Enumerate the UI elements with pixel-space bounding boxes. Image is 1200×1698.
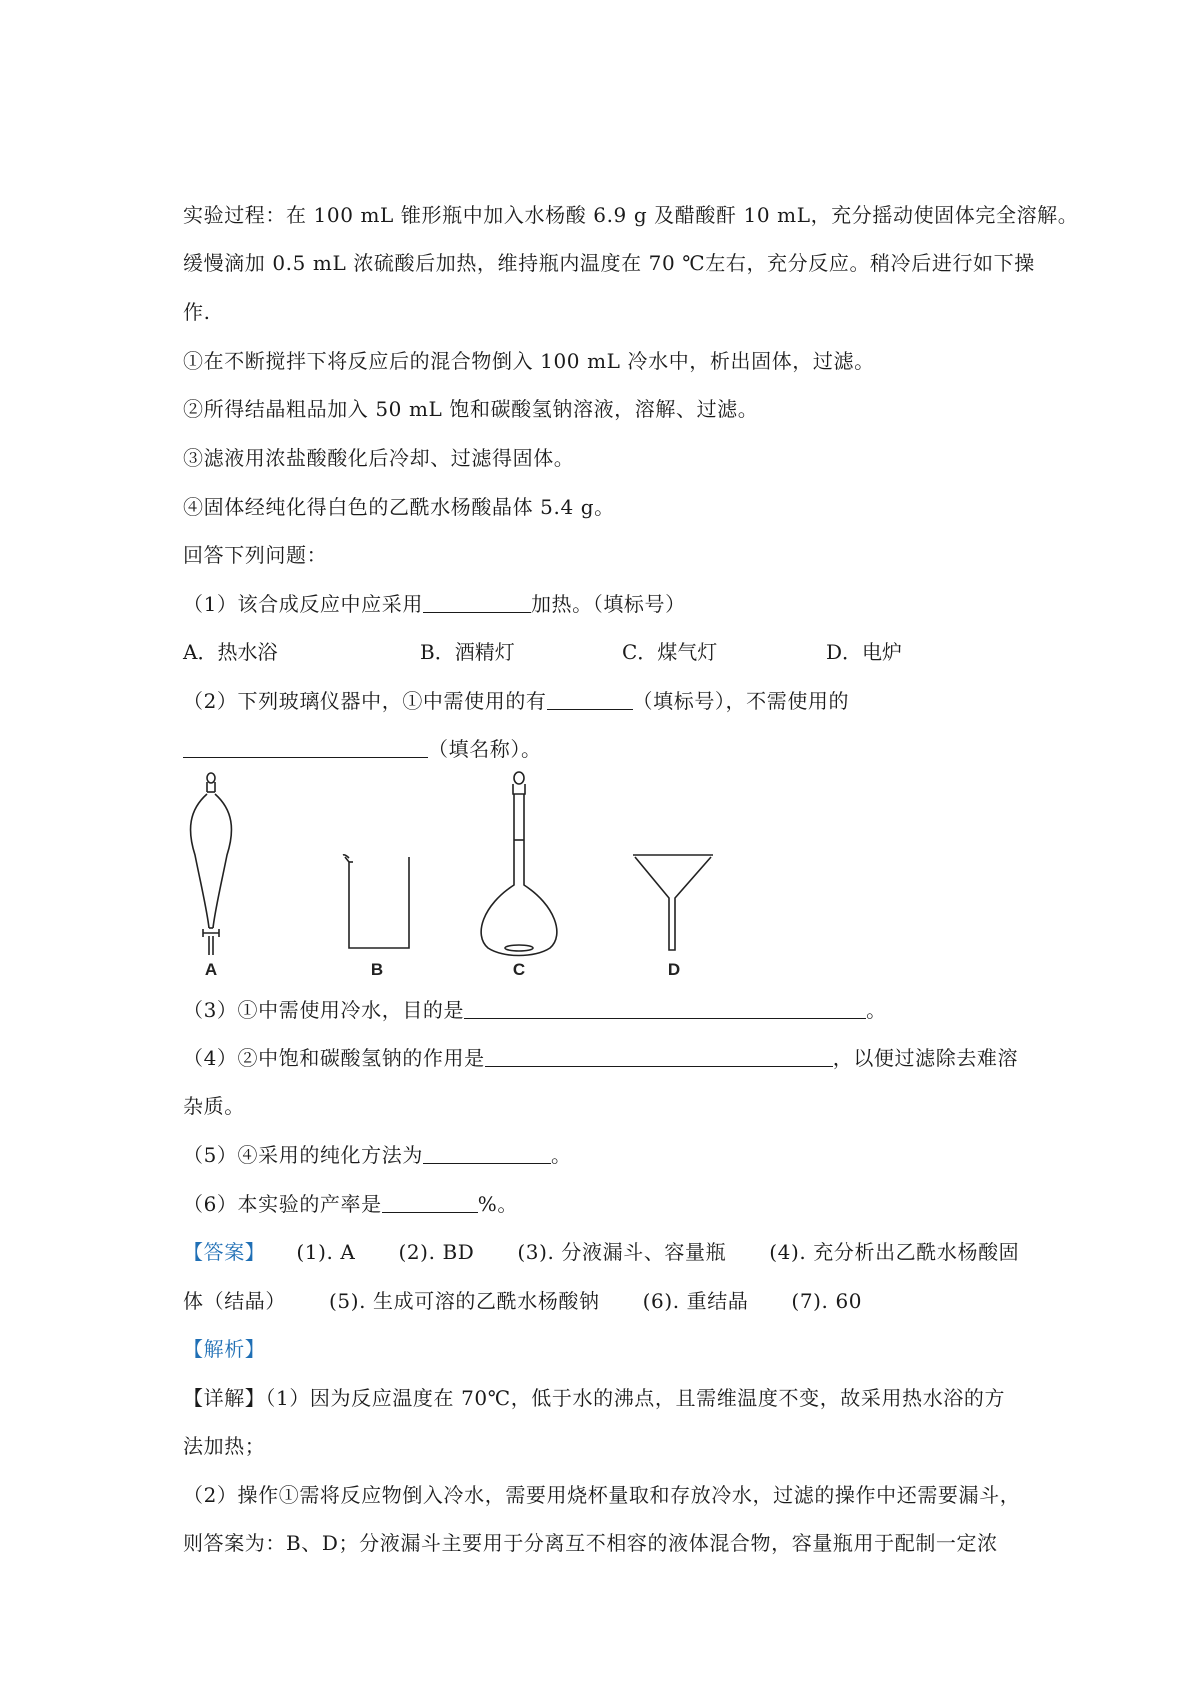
question-3-text: （3）①中需使用冷水，目的是 (183, 998, 465, 1022)
answer-item: 体（结晶） (183, 1289, 286, 1313)
question-1-text-end: 加热。（填标号） (530, 592, 686, 616)
answer-item: (7). 60 (791, 1289, 863, 1313)
step-2: ②所得结晶粗品加入 50 mL 饱和碳酸氢钠溶液，溶解、过滤。 (183, 397, 759, 421)
question-4 (183, 1045, 1018, 1071)
figure-label-c: C (512, 960, 526, 979)
question-4-line-2: 杂质。 (183, 1094, 245, 1118)
question-5 (183, 1142, 572, 1168)
answer-item: (6). 重结晶 (642, 1289, 749, 1313)
questions-prompt: 回答下列问题： (183, 543, 328, 567)
question-6 (183, 1191, 518, 1217)
question-4-text-end: ，以便过滤除去难溶 (832, 1046, 1019, 1070)
answer-item: (2). BD (398, 1240, 475, 1264)
answer-blank (183, 737, 428, 758)
figure-label-b: B (370, 960, 384, 979)
answer-item: (3). 分液漏斗、容量瓶 (517, 1240, 727, 1264)
answer-blank (423, 592, 531, 613)
question-4-text: （4）②中饱和碳酸氢钠的作用是 (183, 1046, 485, 1070)
option-b: B．酒精灯 (420, 640, 515, 664)
figure-label-d: D (667, 960, 681, 979)
detail-line-3: （2）操作①需将反应物倒入冷水，需要用烧杯量取和存放冷水，过滤的操作中还需要漏斗， (183, 1483, 1021, 1507)
step-1: ①在不断搅拌下将反应后的混合物倒入 100 mL 冷水中，析出固体，过滤。 (183, 349, 875, 373)
question-1 (183, 591, 686, 617)
detail-line-1 (183, 1385, 1005, 1411)
answer-item: (1). A (296, 1240, 356, 1264)
detail-line-2: 法加热； (183, 1434, 266, 1458)
answer-line-1 (183, 1239, 1019, 1265)
intro-line-2: 缓慢滴加 0.5 mL 浓硫酸后加热，维持瓶内温度在 70 ℃左右，充分反应。稍冷后进行如下操 (183, 251, 1035, 275)
glassware-figure (183, 770, 783, 980)
question-2-text-mid: （填标号），不需使用的 (632, 689, 850, 713)
intro-line-1: 实验过程：在 100 mL 锥形瓶中加入水杨酸 6.9 g 及醋酸酐 10 mL，充分摇动使固体完全溶解。 (183, 203, 1079, 227)
option-d: D．电炉 (826, 640, 903, 664)
answer-blank (382, 1192, 478, 1213)
answer-item: (4). 充分析出乙酰水杨酸固 (769, 1240, 1020, 1264)
answer-blank (464, 998, 866, 1019)
step-4: ④固体经纯化得白色的乙酰水杨酸晶体 5.4 g。 (183, 495, 615, 519)
option-a: A．热水浴 (183, 640, 278, 664)
question-5-text: （5）④采用的纯化方法为 (183, 1143, 423, 1167)
figure-label-a: A (204, 960, 218, 979)
question-6-text-end: %。 (477, 1192, 518, 1216)
option-c: C．煤气灯 (622, 640, 718, 664)
funnel-icon (633, 855, 713, 950)
question-2-text-end: （填名称）。 (428, 737, 542, 761)
separatory-funnel-icon (191, 773, 232, 955)
analysis-tag: 【解析】 (183, 1337, 266, 1361)
glassware-drawing (183, 770, 783, 960)
question-1-text: （1）该合成反应中应采用 (183, 592, 423, 616)
question-2-line-2 (183, 736, 542, 762)
step-3: ③滤液用浓盐酸酸化后冷却、过滤得固体。 (183, 446, 575, 470)
question-2 (183, 688, 849, 714)
volumetric-flask-icon (481, 772, 557, 956)
answer-blank (485, 1046, 833, 1067)
answer-blank (547, 689, 633, 710)
intro-line-3: 作. (183, 300, 211, 324)
answer-item: (5). 生成可溶的乙酰水杨酸钠 (328, 1289, 600, 1313)
answer-tag: 【答案】 (183, 1240, 266, 1264)
question-3-text-end: 。 (866, 998, 887, 1022)
detail-tag: 【详解】 (183, 1386, 266, 1410)
answer-blank (423, 1143, 551, 1164)
detail-line-4: 则答案为：B、D；分液漏斗主要用于分离互不相容的液体混合物，容量瓶用于配制一定浓 (183, 1531, 998, 1555)
answer-line-2 (183, 1288, 862, 1314)
question-3 (183, 997, 887, 1023)
question-5-text-end: 。 (550, 1143, 572, 1167)
detail-text: （1）因为反应温度在 70℃，低于水的沸点，且需维温度不变，故采用热水浴的方 (265, 1386, 1006, 1410)
question-2-text: （2）下列玻璃仪器中，①中需使用的有 (183, 689, 547, 713)
beaker-icon (343, 855, 409, 948)
question-6-text: （6）本实验的产率是 (183, 1192, 382, 1216)
